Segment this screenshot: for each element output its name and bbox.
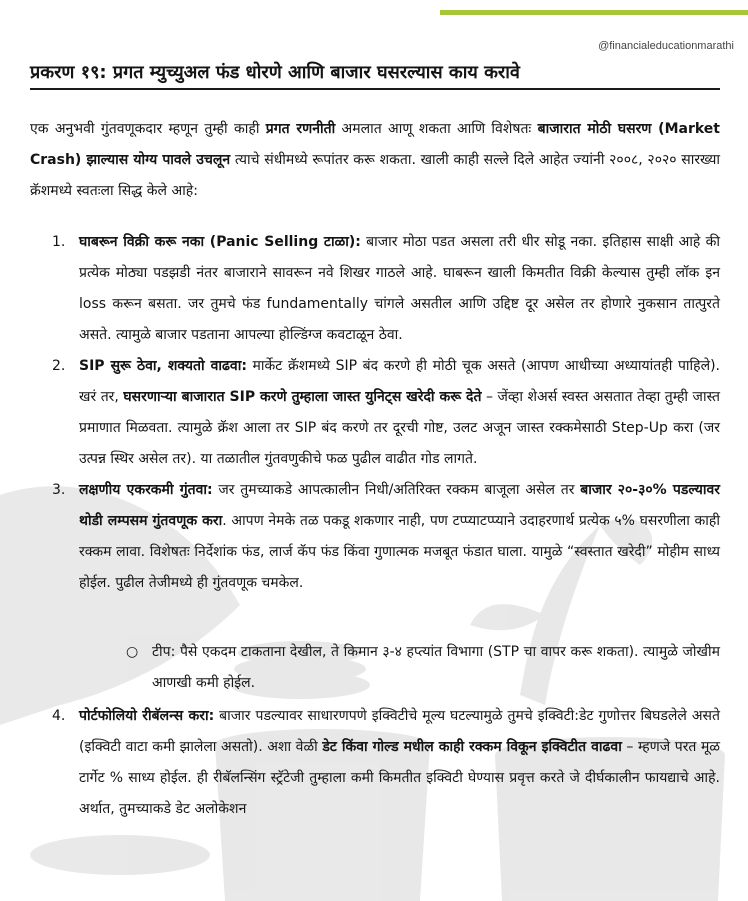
point-text: बाजार मोठा पडत असला तरी धीर सोडू नका. इतिहास साक्षी आहे की प्रत्येक मोठ्या पडझडी नंतर बाजाराने सावरून नवे शिखर गाठले आहे. घाबरून खाली किमतीत विक्री केल्यास तुम्ही लॉक इन loss करून बसता. जर तुमचे फंड fundamentally चांगले असतील आणि उद्दिष्ट दूर असेल तर होणारे नुकसान तात्पुरते असते. त्यामुळे बाजार पडताना आपल्या होल्डिंग्ज कवटाळून ठेवा. [79,234,720,343]
point-heading: SIP सुरू ठेवा, शक्यतो वाढवा: [79,358,247,374]
point-heading: घाबरून विक्री करू नका (Panic Selling टाळा): [79,234,361,250]
point-heading: लक्षणीय एकरकमी गुंतवा: [79,482,213,498]
list-number: 3. [52,482,66,498]
intro-text: त्याचे संधीमध्ये रूपांतर करू शकता. खाली काही सल्ले दिले आहेत ज्यांनी २००८, २०२० सारख्या क्रॅशमध्ये स्वतःला सिद्ध केले आहे: [30,152,720,199]
tip-subitem [79,637,720,699]
advice-list [30,227,720,825]
point-text: मार्केट क्रॅशमध्ये SIP बंद करणे ही मोठी चूक असते (आपण आधीच्या अध्यायांतही पाहिले). खरं तर, [79,358,720,405]
intro-text: अमलात आणू शकता आणि विशेषतः [335,121,538,137]
accent-bar [440,10,748,15]
point-text: – म्हणजे परत मूळ टार्गेट % साध्य होईल. ही रीबॅलन्सिंग स्ट्रॅटेजी तुम्हाला कमी किमतीत इक्विटी घेण्यास प्रवृत्त करते जे दीर्घकालीन फायद्याचे आहे. अर्थात, तुमच्याकडे डेट अलोकेशन [79,739,720,817]
point-text: – जेंव्हा शेअर्स स्वस्त असतात तेव्हा तुम्ही जास्त प्रमाणात मिळवता. त्यामुळे क्रॅश आला तर SIP बंद करणे तर दूरची गोष्ट, उलट अजून जास्त रक्कमेसाठी Step-Up करा (जर उत्पन्न स्थिर असेल तर). या तळातील गुंतवणुकीचे फळ पुढील वाढीत गोड लागते. [79,389,720,467]
point-text: जर तुमच्याकडे आपत्कालीन निधी/अतिरिक्त रक्कम बाजूला असेल तर [212,482,581,498]
list-number: 2. [52,358,66,374]
point-text: बाजार पडल्यावर साधारणपणे इक्विटीचे मूल्य घटल्यामुळे तुमचे इक्विटी:डेट गुणोत्तर बिघडलेले असते (इक्विटी वाटा कमी झालेला असतो). अशा वेळी [79,708,720,755]
list-number: 1. [52,234,66,250]
tip-text: टीप: पैसे एकदम टाकताना देखील, ते किमान ३-४ हप्त्यांत विभागा (STP चा वापर करू शकता). त्यामुळे जोखीम आणखी कमी होईल. [152,644,720,691]
intro-bold: बाजारात मोठी घसरण (Market Crash) झाल्यास योग्य पावले उचलून [30,121,720,168]
point-bold: डेट किंवा गोल्ड मधील काही रक्कम विकून इक्विटीत वाढवा [322,739,622,755]
point-bold: बाजार २०-३०% पडल्यावर थोडी लम्पसम गुंतवणूक करा [79,482,720,529]
list-item [30,701,720,825]
intro-text: एक अनुभवी गुंतवणूकदार म्हणून तुम्ही काही [30,121,266,137]
list-item [30,351,720,475]
intro-bold: प्रगत रणनीती [265,121,336,137]
point-heading: पोर्टफोलियो रीबॅलन्स करा: [79,708,215,724]
intro-paragraph [30,114,720,207]
point-text: . आपण नेमके तळ पकडू शकणार नाही, पण टप्प्याटप्प्याने उदाहरणार्थ प्रत्येक ५% घसरणीला काही रक्कम लावा. विशेषतः निर्देशांक फंड, लार्ज कॅप फंड किंवा गुणात्मक मजबूत फंडात घाला. यामुळे “स्वस्तात खरेदी” मोहीम साध्य होईल. पुढील तेजीमध्ये ही गुंतवणूक चमकेल. [79,513,720,591]
list-number: 4. [52,708,66,724]
list-item [30,475,720,699]
list-item [30,227,720,351]
circle-bullet-icon: ○ [126,644,139,660]
title-underline [30,88,720,90]
document-body [30,60,720,825]
point-bold: घसरणाऱ्या बाजारात SIP करणे तुम्हाला जास्त युनिट्स खरेदी करू देते [123,389,482,405]
chapter-title: प्रकरण १९: प्रगत म्युच्युअल फंड धोरणे आणि बाजार घसरल्यास काय करावे [30,62,520,83]
social-handle: @financialeducationmarathi [598,40,734,52]
